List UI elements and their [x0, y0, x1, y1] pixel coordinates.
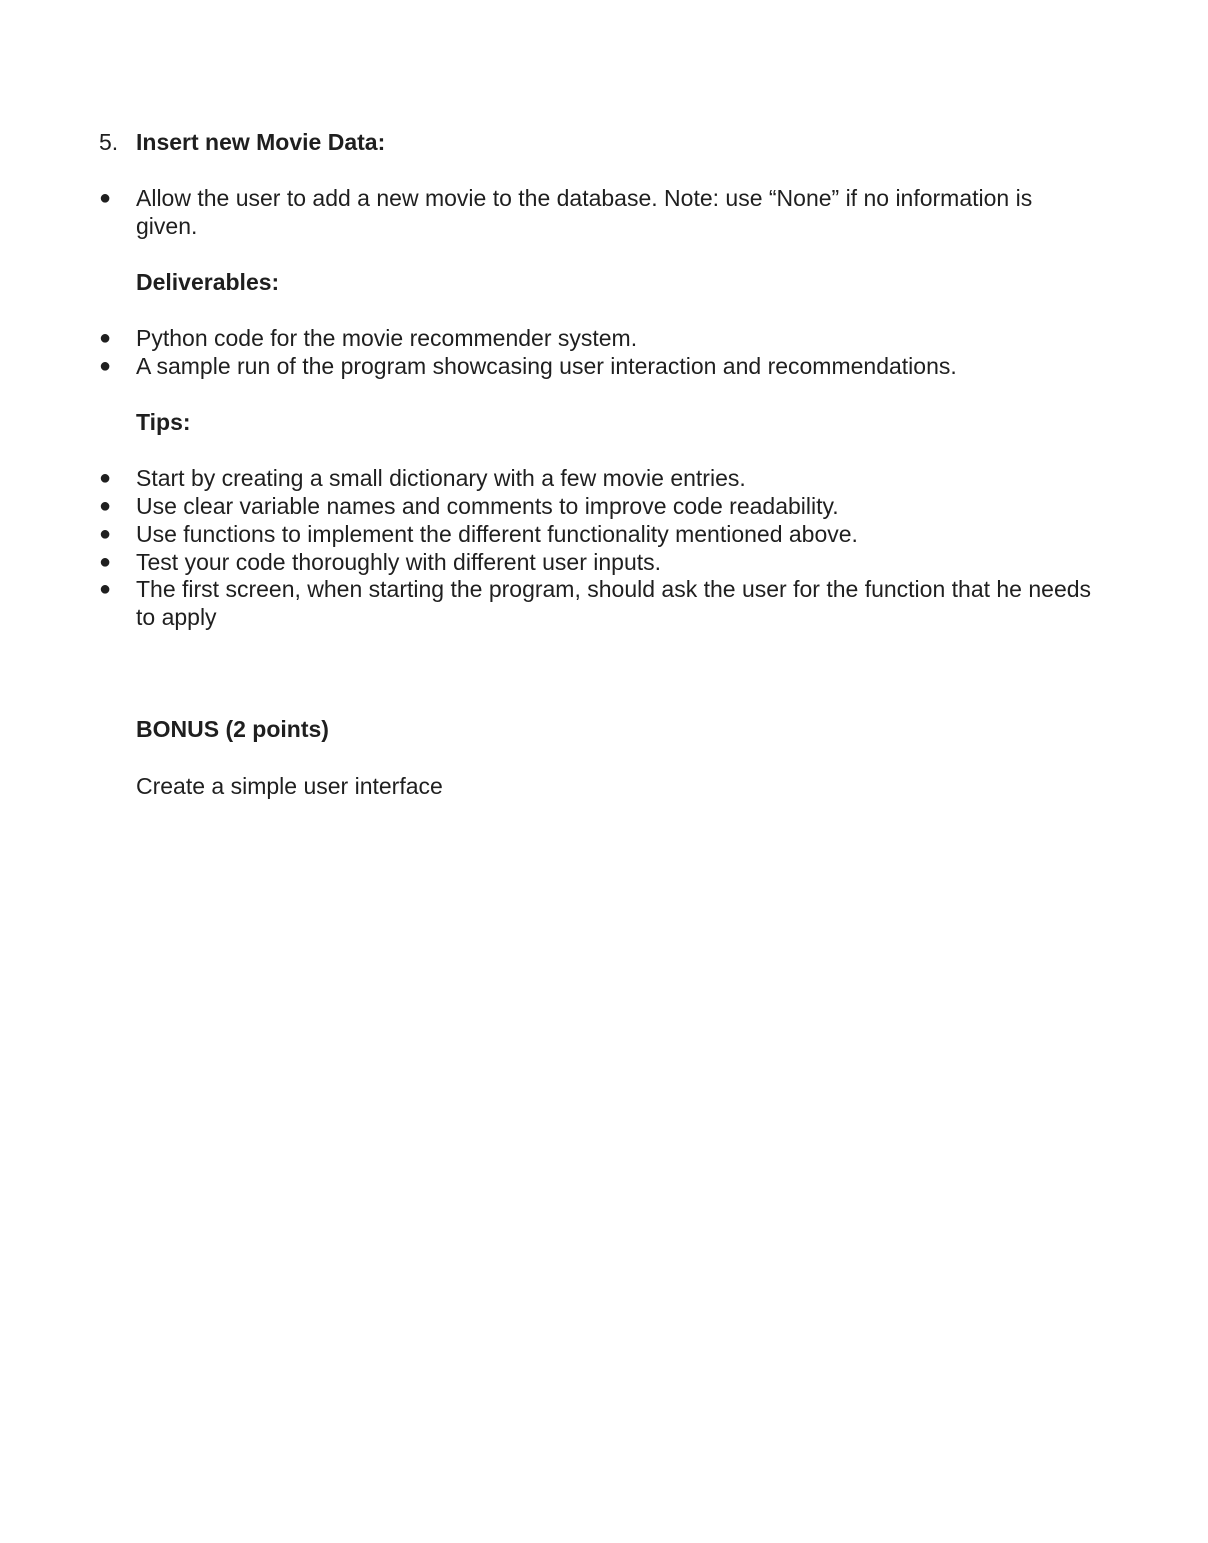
bullet-icon: ●	[99, 523, 112, 545]
deliverables-heading: Deliverables:	[136, 269, 280, 295]
tip-text: Test your code thoroughly with different user inputs.	[136, 549, 662, 575]
tip-text: Start by creating a small dictionary with a few movie entries.	[136, 465, 746, 491]
bullet-icon: ●	[99, 187, 112, 209]
tip-text: Use clear variable names and comments to improve code readability.	[136, 493, 839, 519]
bullet-icon: ●	[99, 355, 112, 377]
bonus-heading: BONUS (2 points)	[136, 716, 329, 742]
bullet-icon: ●	[99, 467, 112, 489]
section-5-item-text: Allow the user to add a new movie to the database. Note: use “None” if no information is given.	[136, 185, 1033, 239]
deliverable-text: A sample run of the program showcasing user interaction and recommendations.	[136, 353, 957, 379]
bullet-icon: ●	[99, 578, 112, 600]
bullet-icon: ●	[99, 495, 112, 517]
bullet-icon: ●	[99, 327, 112, 349]
bullet-icon: ●	[99, 551, 112, 573]
section-heading: Insert new Movie Data:	[136, 129, 386, 155]
bonus-text: Create a simple user interface	[136, 773, 443, 799]
tips-heading: Tips:	[136, 409, 191, 435]
deliverable-text: Python code for the movie recommender system.	[136, 325, 638, 351]
tip-text: Use functions to implement the different functionality mentioned above.	[136, 521, 858, 547]
tip-text: The first screen, when starting the program, should ask the user for the function that he needs to apply	[136, 576, 1092, 630]
section-number: 5.	[99, 129, 119, 155]
